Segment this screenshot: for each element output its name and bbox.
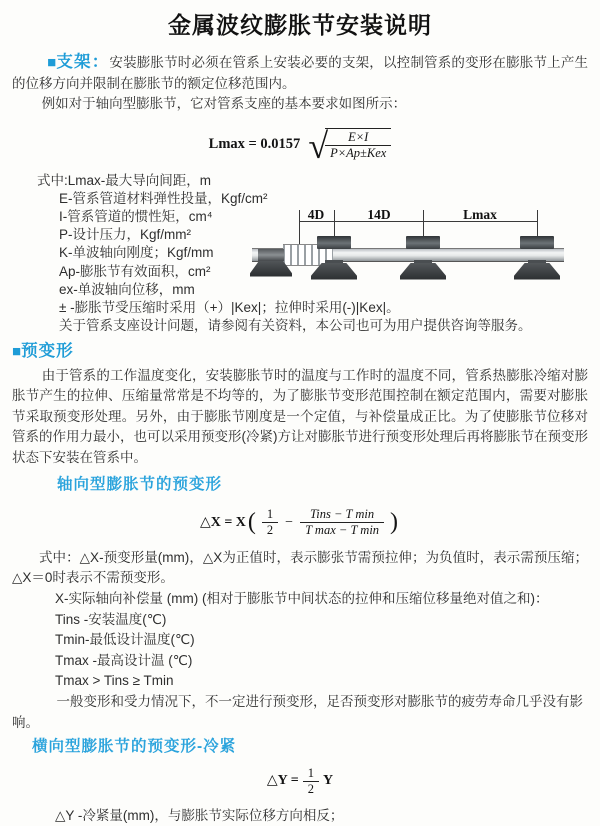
lmax-fraction-numerator: E×I bbox=[325, 130, 391, 146]
half-numerator: 1 bbox=[262, 507, 278, 523]
lateral-predeform-formula bbox=[10, 766, 590, 798]
support-section-heading bbox=[47, 53, 109, 71]
lmax-formula bbox=[10, 124, 590, 166]
axial-predeform-formula bbox=[10, 504, 590, 542]
lateral-formula-rhs: Y bbox=[322, 773, 334, 789]
definition-item: P-设计压力，Kgf/mm² bbox=[59, 227, 192, 243]
temperature-fraction bbox=[300, 507, 384, 538]
axial-note-item: Tmax -最高设计温 (℃) bbox=[55, 652, 193, 668]
axial-closing-note: 一般变形和受力情况下，不一定进行预变形，足否预变形对膨胀节的疲劳寿命几乎没有影响。 bbox=[12, 693, 584, 730]
dimension-label-4d: 4D bbox=[307, 206, 325, 222]
support-intro-paragraph bbox=[12, 52, 588, 94]
dimension-label-14d: 14D bbox=[367, 206, 391, 222]
definitions-and-diagram bbox=[10, 172, 590, 336]
guide-support-clamp bbox=[406, 236, 440, 249]
guide-support-base bbox=[400, 263, 446, 280]
guide-support-clamp bbox=[317, 236, 351, 249]
definition-item: 式中:Lmax-最大导向间距，m bbox=[37, 172, 212, 188]
open-paren: ( bbox=[247, 508, 256, 535]
minus-sign: − bbox=[285, 514, 294, 530]
predeform-paragraph: 由于管系的工作温度变化，安装膨胀节时的温度与工作时的温度不同，管系热膨胀冷缩对膨胀节产生的拉伸、压缩量常常是不均等的，为了膨胀节变形范围控制在额定范围内，需要对膨胀节采取预变形处理。另外，由于膨胀节刚度是一个定值，与补偿量成正比。为了使膨胀节位移对管系的作用力最小，也可以采用预变形(冷紧)方让对膨胀节进行预变形处理后再将膨胀节在预变形状态下安装在管系中。 bbox=[12, 367, 588, 465]
page-title: 金属波纹膨胀节安装说明 bbox=[168, 12, 432, 38]
definition-item: ± -膨胀节受压缩时采用（+）|Kex|；拉伸时采用(-)|Kex|。 bbox=[59, 299, 400, 315]
axial-note-wrapped: 式中：△X-预变形量(mm)，△X为正值时，表示膨张节需预拉伸；为负值时，表示需预压缩；△X＝0时表示不需预变形。 bbox=[12, 549, 588, 586]
lateral-numerator: 1 bbox=[303, 766, 319, 782]
lateral-denominator: 2 bbox=[307, 782, 314, 797]
axial-note-item: Tmax > Tins ≥ Tmin bbox=[55, 673, 174, 689]
pipe-support-diagram bbox=[252, 204, 570, 299]
definition-item: K-单波轴向刚度；Kgf/mm bbox=[59, 245, 214, 261]
guide-support-base bbox=[514, 263, 560, 280]
support-intro-text: 安装膨胀节时必须在管系上安装必要的支架，以控制管系的变形在膨胀节上产生的位移方向并限制在膨胀节的额定位移范围内。 bbox=[12, 55, 589, 91]
fixed-anchor-clamp bbox=[258, 249, 284, 261]
definition-item: Ap-膨胀节有效面积，cm² bbox=[59, 263, 211, 279]
lmax-fraction bbox=[325, 130, 391, 161]
radical-expression bbox=[308, 125, 391, 166]
lateral-note: △Y -冷紧量(mm)，与膨胀节实际位移方向相反； bbox=[55, 807, 344, 823]
axial-note-item: X-实际轴向补偿量 (mm) (相对于膨胀节中间状态的拉伸和压缩位移量绝对值之和)： bbox=[55, 591, 549, 607]
half-fraction bbox=[262, 507, 278, 538]
lmax-fraction-denominator: P×Ap±Kex bbox=[330, 145, 387, 160]
radicand bbox=[325, 128, 391, 161]
axial-note-item: Tmin-最低设计温度(℃) bbox=[55, 632, 195, 648]
dimension-label-lmax: Lmax bbox=[463, 206, 497, 222]
predeform-heading-wrap bbox=[12, 342, 74, 360]
lateral-half-fraction bbox=[303, 766, 319, 797]
axial-subsection-heading: 轴向型膨胀节的预变形 bbox=[57, 476, 223, 494]
half-denominator: 2 bbox=[266, 523, 274, 538]
section-square-icon: ■ bbox=[12, 343, 22, 361]
lateral-formula-lhs: △Y = bbox=[266, 773, 299, 789]
predeform-heading-label: 预变形 bbox=[21, 342, 74, 361]
support-example-paragraph: 例如对于轴向型膨胀节，它对管系支座的基本要求如图所示： bbox=[41, 96, 407, 111]
definition-item: E-管系管道材料弹性投量，Kgf/cm² bbox=[59, 190, 268, 206]
definition-item: I-管系管道的惯性矩，cm⁴ bbox=[59, 208, 213, 224]
predeform-section-heading bbox=[12, 341, 588, 363]
support-heading-label: 支架： bbox=[56, 53, 110, 71]
temp-denominator: T max − T min bbox=[305, 523, 380, 538]
axial-notes bbox=[10, 548, 590, 733]
axial-note-item: Tins -安装温度(℃) bbox=[55, 611, 167, 627]
guide-support-clamp bbox=[520, 236, 554, 249]
definition-item: ex-单波轴向位移，mm bbox=[59, 281, 195, 297]
section-square-icon: ■ bbox=[47, 54, 57, 71]
lateral-subsection-heading: 横向型膨胀节的预变形-冷紧 bbox=[32, 738, 237, 756]
close-paren: ) bbox=[390, 508, 399, 535]
lmax-formula-lhs: Lmax = 0.0157 bbox=[208, 136, 301, 153]
axial-formula-lhs: △X = X bbox=[199, 514, 246, 530]
sqrt-sign: √ bbox=[308, 125, 329, 166]
consulting-note: 关于管系支座设计问题，请参阅有关资料，本公司也可为用户提供咨询等服务。 bbox=[59, 318, 532, 334]
temp-numerator: Tins − T min bbox=[300, 507, 384, 523]
